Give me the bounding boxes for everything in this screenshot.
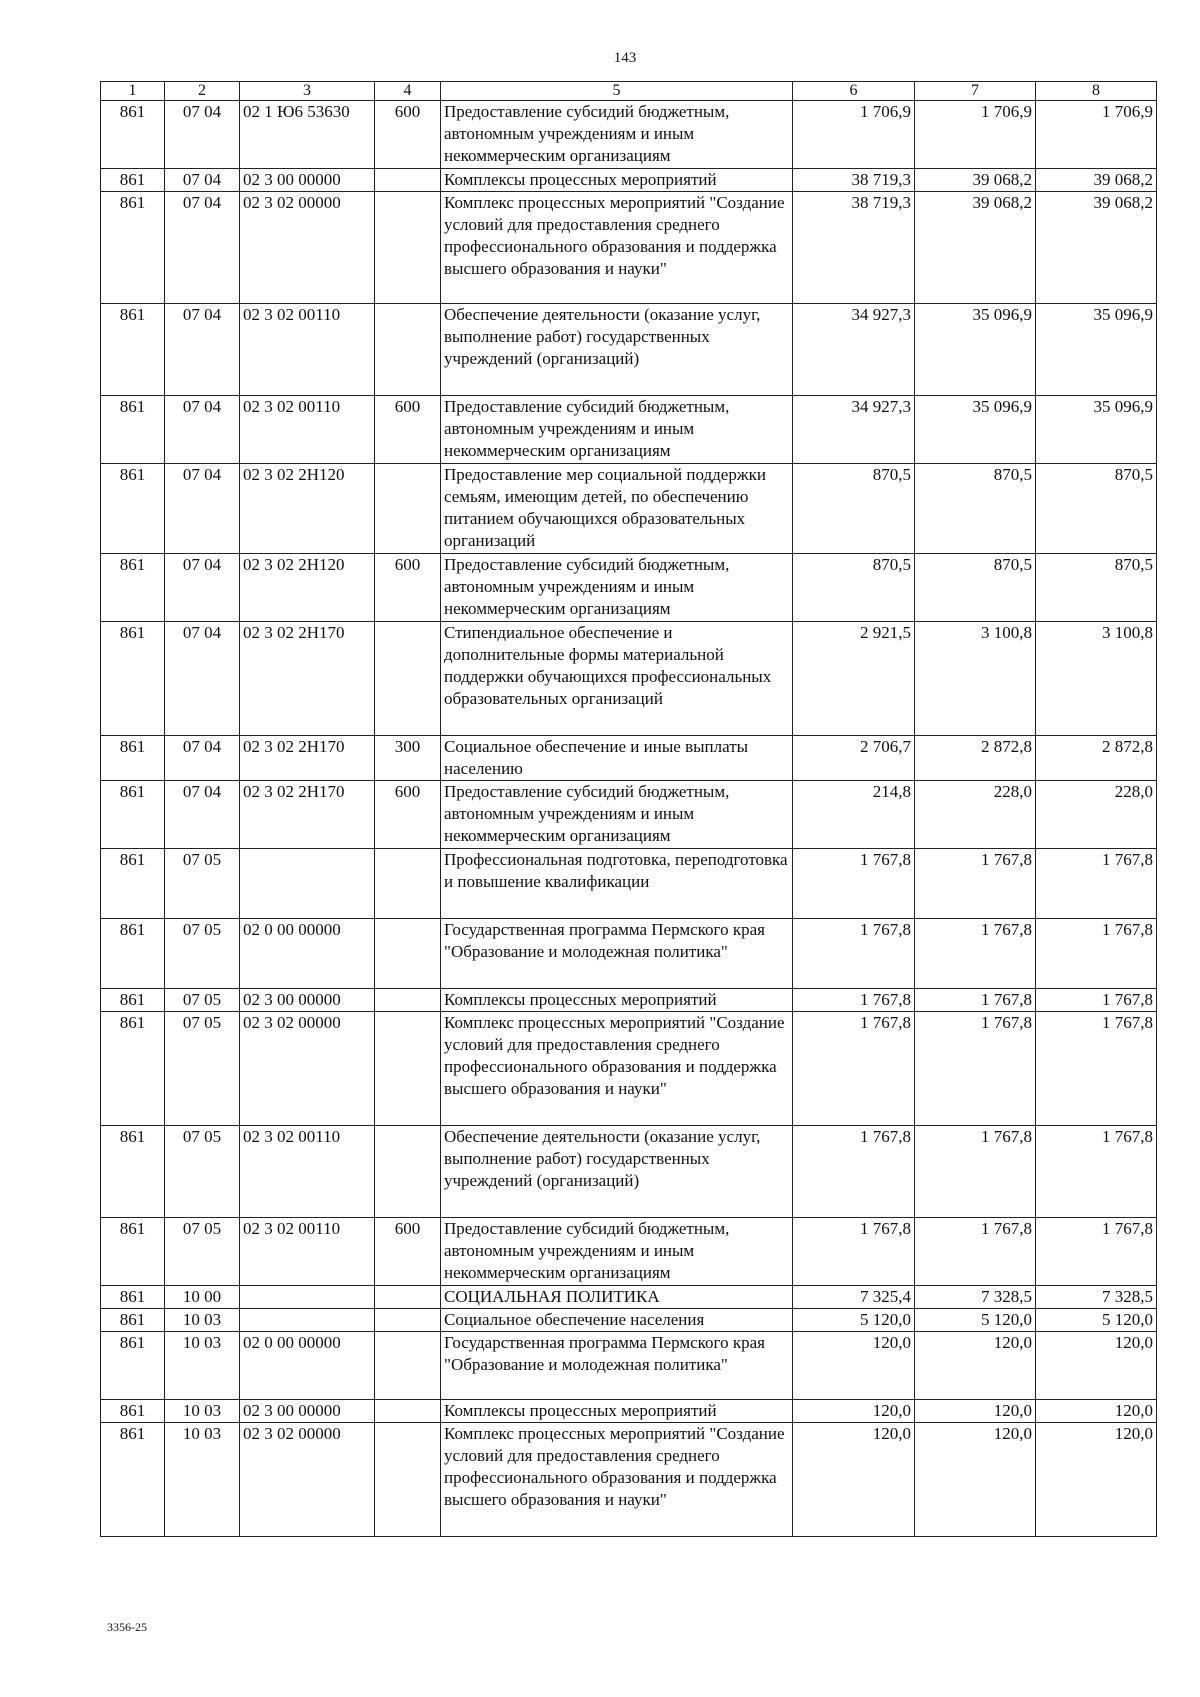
target-article-cell: 02 3 02 00110: [240, 396, 375, 464]
publisher-code-cell: 861: [101, 192, 165, 304]
table-row: [101, 1332, 1157, 1400]
amount-cell: 7 325,4: [793, 1286, 915, 1309]
amount-cell: 120,0: [793, 1400, 915, 1423]
target-article-cell: 02 3 02 2Н120: [240, 554, 375, 622]
amount-cell: 3 100,8: [915, 622, 1036, 736]
amount-cell: 1 706,9: [1036, 101, 1157, 169]
item-name-cell: Государственная программа Пермского края "Образование и молодежная политика": [441, 919, 793, 989]
budget-table: [100, 81, 1157, 1537]
target-article-cell: 02 3 02 00110: [240, 1218, 375, 1286]
amount-cell: 1 767,8: [1036, 989, 1157, 1012]
item-name-cell: Социальное обеспечение населения: [441, 1309, 793, 1332]
publisher-code-cell: 861: [101, 1423, 165, 1537]
column-header: 2: [165, 82, 240, 101]
table-row: [101, 554, 1157, 622]
column-header: 4: [375, 82, 441, 101]
item-name-cell: Комплекс процессных мероприятий "Создание условий для предоставления среднего профессионального образования и поддержка высшего образования и науки": [441, 1012, 793, 1126]
amount-cell: 870,5: [1036, 554, 1157, 622]
amount-cell: 870,5: [915, 554, 1036, 622]
amount-cell: 214,8: [793, 781, 915, 849]
section-code-cell: 10 03: [165, 1400, 240, 1423]
publisher-code-cell: 861: [101, 396, 165, 464]
expense-type-cell: 600: [375, 1218, 441, 1286]
target-article-cell: 02 3 00 00000: [240, 1400, 375, 1423]
amount-cell: 38 719,3: [793, 192, 915, 304]
amount-cell: 2 706,7: [793, 736, 915, 781]
table-row: [101, 1309, 1157, 1332]
amount-cell: 870,5: [915, 464, 1036, 554]
target-article-cell: 02 3 00 00000: [240, 169, 375, 192]
table-row: [101, 169, 1157, 192]
item-name-cell: Предоставление субсидий бюджетным, автономным учреждениям и иным некоммерческим организациям: [441, 781, 793, 849]
section-code-cell: 07 05: [165, 1012, 240, 1126]
amount-cell: 1 767,8: [793, 919, 915, 989]
amount-cell: 2 921,5: [793, 622, 915, 736]
target-article-cell: 02 3 02 2Н170: [240, 736, 375, 781]
publisher-code-cell: 861: [101, 1012, 165, 1126]
amount-cell: 1 767,8: [915, 1012, 1036, 1126]
document-code: 3356-25: [107, 1620, 147, 1634]
amount-cell: 1 767,8: [915, 849, 1036, 919]
amount-cell: 120,0: [1036, 1332, 1157, 1400]
publisher-code-cell: 861: [101, 989, 165, 1012]
amount-cell: 120,0: [1036, 1423, 1157, 1537]
section-code-cell: 07 05: [165, 919, 240, 989]
amount-cell: 35 096,9: [1036, 396, 1157, 464]
amount-cell: 3 100,8: [1036, 622, 1157, 736]
amount-cell: 1 767,8: [793, 1126, 915, 1218]
publisher-code-cell: 861: [101, 1400, 165, 1423]
table-row: [101, 781, 1157, 849]
amount-cell: 5 120,0: [915, 1309, 1036, 1332]
amount-cell: 1 767,8: [1036, 1012, 1157, 1126]
target-article-cell: 02 3 02 2Н170: [240, 622, 375, 736]
amount-cell: 1 767,8: [793, 1012, 915, 1126]
section-code-cell: 10 03: [165, 1332, 240, 1400]
section-code-cell: 10 03: [165, 1423, 240, 1537]
amount-cell: 1 767,8: [793, 849, 915, 919]
item-name-cell: Профессиональная подготовка, переподготовка и повышение квалификации: [441, 849, 793, 919]
expense-type-cell: [375, 622, 441, 736]
section-code-cell: 07 04: [165, 192, 240, 304]
target-article-cell: 02 3 02 00000: [240, 1423, 375, 1537]
table-row: [101, 1286, 1157, 1309]
expense-type-cell: [375, 919, 441, 989]
section-code-cell: 07 04: [165, 169, 240, 192]
amount-cell: 120,0: [1036, 1400, 1157, 1423]
target-article-cell: 02 3 02 2Н120: [240, 464, 375, 554]
expense-type-cell: [375, 1286, 441, 1309]
expense-type-cell: [375, 989, 441, 1012]
target-article-cell: 02 1 Ю6 53630: [240, 101, 375, 169]
table-row: [101, 396, 1157, 464]
item-name-cell: Предоставление субсидий бюджетным, автономным учреждениям и иным некоммерческим организациям: [441, 1218, 793, 1286]
item-name-cell: Комплекс процессных мероприятий "Создание условий для предоставления среднего профессионального образования и поддержка высшего образования и науки": [441, 1423, 793, 1537]
column-header: 7: [915, 82, 1036, 101]
expense-type-cell: [375, 464, 441, 554]
table-row: [101, 989, 1157, 1012]
column-header: 5: [441, 82, 793, 101]
amount-cell: 39 068,2: [1036, 192, 1157, 304]
item-name-cell: Предоставление мер социальной поддержки семьям, имеющим детей, по обеспечению питанием обучающихся образовательных организаций: [441, 464, 793, 554]
target-article-cell: 02 3 02 00000: [240, 1012, 375, 1126]
section-code-cell: 07 04: [165, 464, 240, 554]
expense-type-cell: 600: [375, 101, 441, 169]
amount-cell: 120,0: [793, 1423, 915, 1537]
target-article-cell: [240, 1309, 375, 1332]
item-name-cell: Комплексы процессных мероприятий: [441, 1400, 793, 1423]
expense-type-cell: 600: [375, 781, 441, 849]
amount-cell: 1 767,8: [793, 989, 915, 1012]
item-name-cell: Предоставление субсидий бюджетным, автономным учреждениям и иным некоммерческим организациям: [441, 101, 793, 169]
amount-cell: 228,0: [915, 781, 1036, 849]
target-article-cell: 02 3 02 00110: [240, 1126, 375, 1218]
table-row: [101, 464, 1157, 554]
table-row: [101, 849, 1157, 919]
section-code-cell: 07 04: [165, 396, 240, 464]
publisher-code-cell: 861: [101, 622, 165, 736]
amount-cell: 120,0: [915, 1423, 1036, 1537]
section-code-cell: 07 04: [165, 304, 240, 396]
publisher-code-cell: 861: [101, 1286, 165, 1309]
amount-cell: 1 767,8: [1036, 1218, 1157, 1286]
target-article-cell: 02 3 02 00000: [240, 192, 375, 304]
table-body: [101, 101, 1157, 1537]
item-name-cell: Комплексы процессных мероприятий: [441, 169, 793, 192]
column-header: 1: [101, 82, 165, 101]
table-row: [101, 192, 1157, 304]
expense-type-cell: [375, 1309, 441, 1332]
amount-cell: 2 872,8: [1036, 736, 1157, 781]
column-header: 3: [240, 82, 375, 101]
publisher-code-cell: 861: [101, 1218, 165, 1286]
target-article-cell: [240, 849, 375, 919]
amount-cell: 1 767,8: [915, 919, 1036, 989]
amount-cell: 38 719,3: [793, 169, 915, 192]
amount-cell: 120,0: [915, 1400, 1036, 1423]
amount-cell: 1 767,8: [915, 1218, 1036, 1286]
expense-type-cell: [375, 1400, 441, 1423]
target-article-cell: 02 3 00 00000: [240, 989, 375, 1012]
section-code-cell: 07 04: [165, 736, 240, 781]
amount-cell: 870,5: [1036, 464, 1157, 554]
amount-cell: 35 096,9: [915, 304, 1036, 396]
section-code-cell: 07 05: [165, 849, 240, 919]
section-code-cell: 10 00: [165, 1286, 240, 1309]
target-article-cell: [240, 1286, 375, 1309]
amount-cell: 870,5: [793, 464, 915, 554]
amount-cell: 34 927,3: [793, 304, 915, 396]
table-row: [101, 919, 1157, 989]
publisher-code-cell: 861: [101, 101, 165, 169]
expense-type-cell: 600: [375, 396, 441, 464]
amount-cell: 1 767,8: [1036, 1126, 1157, 1218]
amount-cell: 35 096,9: [915, 396, 1036, 464]
section-code-cell: 07 04: [165, 101, 240, 169]
section-code-cell: 07 04: [165, 781, 240, 849]
column-header: 6: [793, 82, 915, 101]
publisher-code-cell: 861: [101, 554, 165, 622]
amount-cell: 1 767,8: [915, 1126, 1036, 1218]
section-code-cell: 07 05: [165, 1218, 240, 1286]
publisher-code-cell: 861: [101, 736, 165, 781]
publisher-code-cell: 861: [101, 781, 165, 849]
publisher-code-cell: 861: [101, 1309, 165, 1332]
amount-cell: 5 120,0: [793, 1309, 915, 1332]
item-name-cell: Предоставление субсидий бюджетным, автономным учреждениям и иным некоммерческим организациям: [441, 554, 793, 622]
publisher-code-cell: 861: [101, 169, 165, 192]
section-code-cell: 07 04: [165, 554, 240, 622]
expense-type-cell: [375, 304, 441, 396]
amount-cell: 39 068,2: [915, 169, 1036, 192]
amount-cell: 39 068,2: [915, 192, 1036, 304]
target-article-cell: 02 3 02 2Н170: [240, 781, 375, 849]
table-row: [101, 1400, 1157, 1423]
target-article-cell: 02 3 02 00110: [240, 304, 375, 396]
amount-cell: 35 096,9: [1036, 304, 1157, 396]
amount-cell: 1 706,9: [793, 101, 915, 169]
item-name-cell: Государственная программа Пермского края "Образование и молодежная политика": [441, 1332, 793, 1400]
amount-cell: 1 767,8: [915, 989, 1036, 1012]
item-name-cell: Комплекс процессных мероприятий "Создание условий для предоставления среднего профессионального образования и поддержка высшего образования и науки": [441, 192, 793, 304]
expense-type-cell: 600: [375, 554, 441, 622]
expense-type-cell: 300: [375, 736, 441, 781]
publisher-code-cell: 861: [101, 1332, 165, 1400]
expense-type-cell: [375, 169, 441, 192]
publisher-code-cell: 861: [101, 304, 165, 396]
item-name-cell: Комплексы процессных мероприятий: [441, 989, 793, 1012]
page-number: 143: [613, 50, 637, 66]
amount-cell: 34 927,3: [793, 396, 915, 464]
item-name-cell: Социальное обеспечение и иные выплаты населению: [441, 736, 793, 781]
item-name-cell: Предоставление субсидий бюджетным, автономным учреждениям и иным некоммерческим организациям: [441, 396, 793, 464]
amount-cell: 5 120,0: [1036, 1309, 1157, 1332]
expense-type-cell: [375, 192, 441, 304]
expense-type-cell: [375, 1126, 441, 1218]
amount-cell: 1 706,9: [915, 101, 1036, 169]
item-name-cell: Обеспечение деятельности (оказание услуг, выполнение работ) государственных учреждений (организаций): [441, 304, 793, 396]
expense-type-cell: [375, 1012, 441, 1126]
publisher-code-cell: 861: [101, 919, 165, 989]
section-code-cell: 07 05: [165, 989, 240, 1012]
publisher-code-cell: 861: [101, 849, 165, 919]
amount-cell: 870,5: [793, 554, 915, 622]
amount-cell: 120,0: [793, 1332, 915, 1400]
table-header-row: [101, 82, 1157, 101]
publisher-code-cell: 861: [101, 464, 165, 554]
expense-type-cell: [375, 1423, 441, 1537]
expense-type-cell: [375, 1332, 441, 1400]
item-name-cell: Стипендиальное обеспечение и дополнительные формы материальной поддержки обучающихся профессиональных образовательных организаций: [441, 622, 793, 736]
expense-type-cell: [375, 849, 441, 919]
amount-cell: 1 767,8: [793, 1218, 915, 1286]
target-article-cell: 02 0 00 00000: [240, 1332, 375, 1400]
item-name-cell: Обеспечение деятельности (оказание услуг, выполнение работ) государственных учреждений (организаций): [441, 1126, 793, 1218]
amount-cell: 2 872,8: [915, 736, 1036, 781]
table-row: [101, 1423, 1157, 1537]
item-name-cell: СОЦИАЛЬНАЯ ПОЛИТИКА: [441, 1286, 793, 1309]
table-row: [101, 736, 1157, 781]
table-row: [101, 101, 1157, 169]
table-row: [101, 1218, 1157, 1286]
publisher-code-cell: 861: [101, 1126, 165, 1218]
table-row: [101, 1126, 1157, 1218]
amount-cell: 7 328,5: [1036, 1286, 1157, 1309]
table-row: [101, 1012, 1157, 1126]
amount-cell: 39 068,2: [1036, 169, 1157, 192]
table-row: [101, 304, 1157, 396]
amount-cell: 228,0: [1036, 781, 1157, 849]
section-code-cell: 07 05: [165, 1126, 240, 1218]
section-code-cell: 07 04: [165, 622, 240, 736]
amount-cell: 7 328,5: [915, 1286, 1036, 1309]
column-header: 8: [1036, 82, 1157, 101]
amount-cell: 1 767,8: [1036, 919, 1157, 989]
amount-cell: 1 767,8: [1036, 849, 1157, 919]
amount-cell: 120,0: [915, 1332, 1036, 1400]
target-article-cell: 02 0 00 00000: [240, 919, 375, 989]
section-code-cell: 10 03: [165, 1309, 240, 1332]
table-row: [101, 622, 1157, 736]
